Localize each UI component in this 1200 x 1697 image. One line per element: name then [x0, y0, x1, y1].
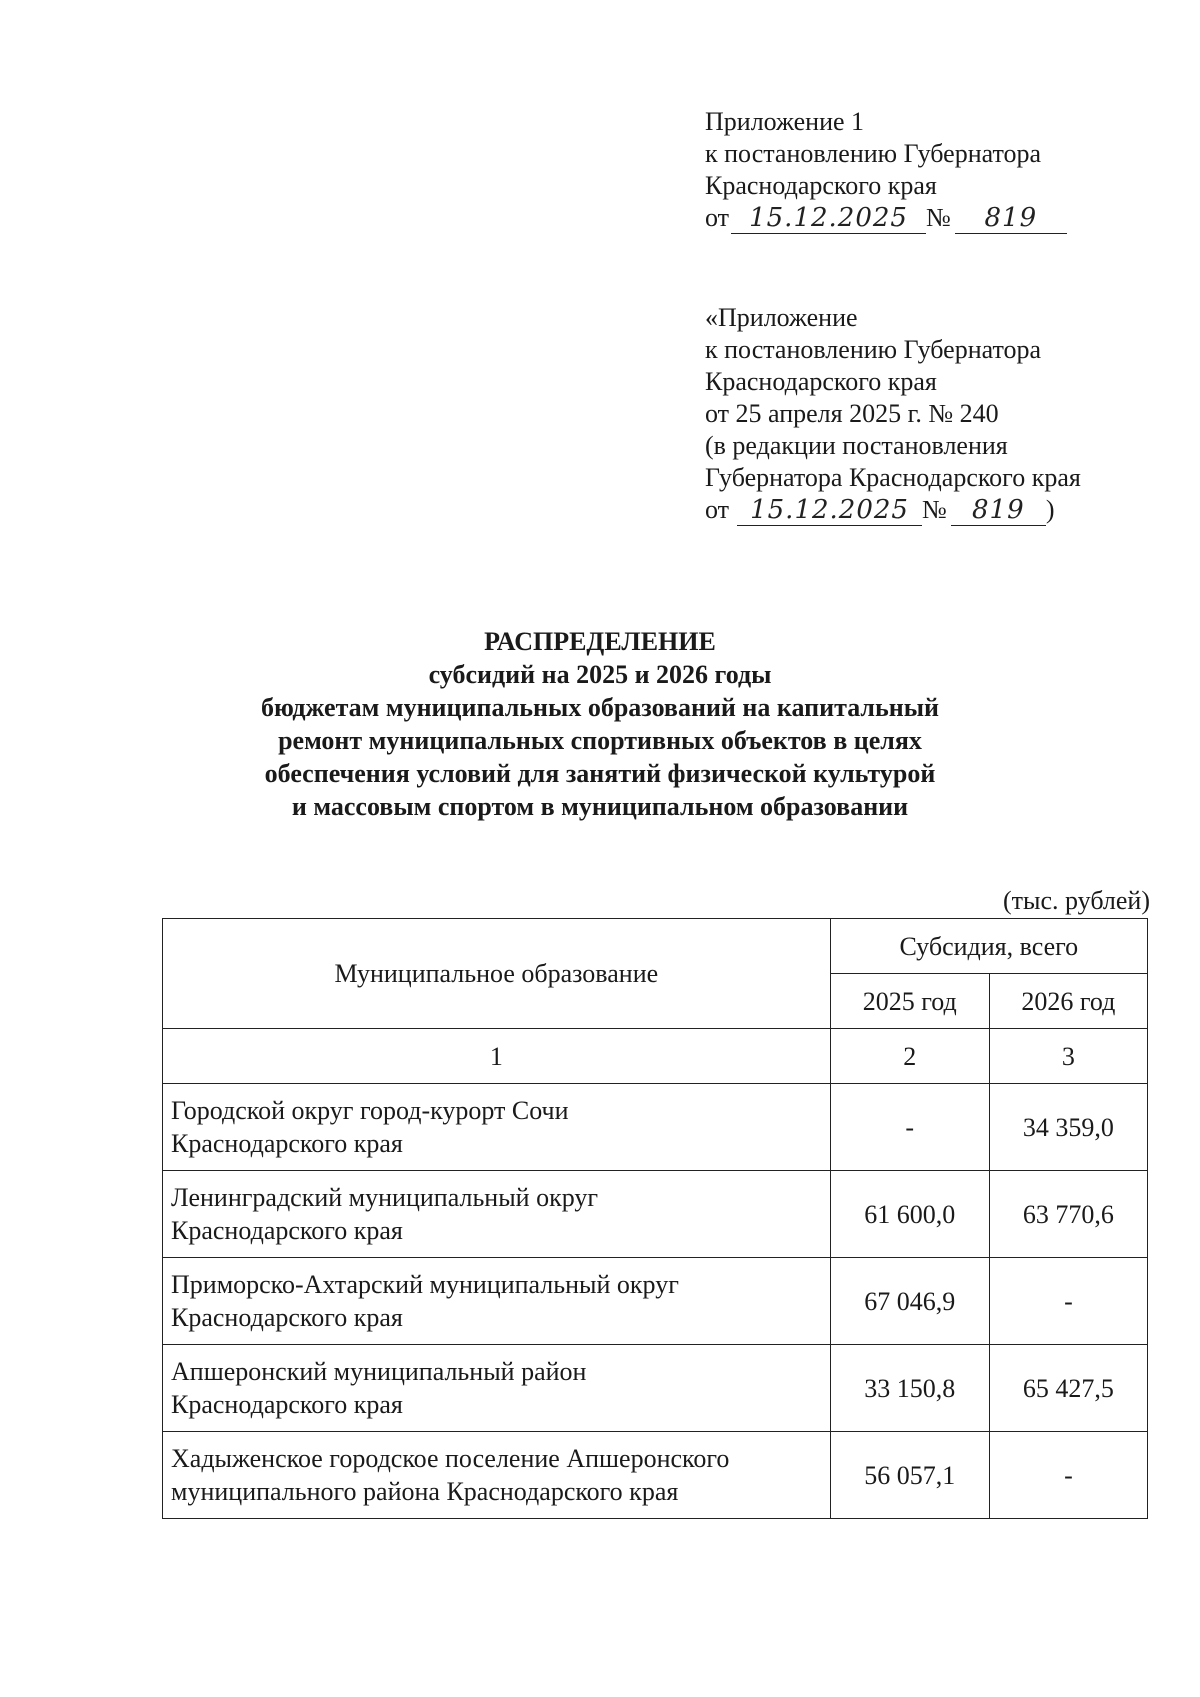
- header-municipality: Муниципальное образование: [163, 919, 831, 1029]
- name-line: Ленинградский муниципальный округ: [171, 1183, 599, 1212]
- column-number: 2: [830, 1029, 989, 1084]
- municipality-name: [163, 1171, 831, 1258]
- value-2025: 33 150,8: [830, 1345, 989, 1432]
- title-line-1: РАСПРЕДЕЛЕНИЕ: [484, 627, 716, 656]
- name-line: Краснодарского края: [171, 1216, 403, 1245]
- table-row: [163, 1258, 1148, 1345]
- table-row: [163, 1345, 1148, 1432]
- table-row: [163, 1171, 1148, 1258]
- handwritten-date: 15.12.2025: [731, 203, 926, 234]
- name-line: муниципального района Краснодарского края: [171, 1477, 679, 1506]
- appendix-1-line2: к постановлению Губернатора: [705, 139, 1042, 168]
- date-prefix: от: [705, 203, 730, 232]
- value-2026: 65 427,5: [989, 1345, 1147, 1432]
- municipality-name: [163, 1345, 831, 1432]
- appendix-2-title: «Приложение: [705, 303, 858, 332]
- appendix-2-line6: Губернатора Краснодарского края: [705, 463, 1081, 492]
- appendix-2-line5: (в редакции постановления: [705, 431, 1008, 460]
- appendix-1-title: Приложение 1: [705, 107, 865, 136]
- name-line: Апшеронский муниципальный район: [171, 1357, 587, 1386]
- value-2025: -: [830, 1084, 989, 1171]
- appendix-1-block: [705, 106, 1067, 234]
- header-subsidy-total: Субсидия, всего: [830, 919, 1147, 974]
- name-line: Хадыженское городское поселение Апшеронского: [171, 1444, 730, 1473]
- document-title: [150, 625, 1050, 823]
- value-2025: 67 046,9: [830, 1258, 989, 1345]
- appendix-2-line2: к постановлению Губернатора: [705, 335, 1042, 364]
- appendix-2-block: [705, 302, 1081, 526]
- header-2026: 2026 год: [989, 974, 1147, 1029]
- closing-paren: ): [1045, 495, 1055, 524]
- distribution-table: [162, 918, 1148, 1519]
- value-2025: 61 600,0: [830, 1171, 989, 1258]
- municipality-name: [163, 1432, 831, 1519]
- value-2026: -: [989, 1258, 1147, 1345]
- title-line-2: субсидий на 2025 и 2026 годы: [428, 660, 772, 689]
- title-line-6: и массовым спортом в муниципальном образовании: [291, 792, 909, 821]
- handwritten-date: 15.12.2025: [737, 495, 922, 526]
- title-line-5: обеспечения условий для занятий физической культурой: [264, 759, 936, 788]
- date-prefix: от: [705, 495, 730, 524]
- column-number-row: [163, 1029, 1148, 1084]
- appendix-2-line3: Краснодарского края: [705, 367, 937, 396]
- number-prefix: №: [922, 495, 947, 524]
- appendix-1-line3: Краснодарского края: [705, 171, 937, 200]
- column-number: 1: [163, 1029, 831, 1084]
- municipality-name: [163, 1084, 831, 1171]
- value-2026: 34 359,0: [989, 1084, 1147, 1171]
- header-2025: 2025 год: [830, 974, 989, 1029]
- title-line-4: ремонт муниципальных спортивных объектов в целях: [278, 726, 922, 755]
- name-line: Приморско-Ахтарский муниципальный округ: [171, 1270, 679, 1299]
- name-line: Краснодарского края: [171, 1303, 403, 1332]
- handwritten-number: 819: [955, 203, 1067, 234]
- appendix-2-line4: от 25 апреля 2025 г. № 240: [705, 399, 999, 428]
- appendix-2-date-line: [705, 494, 1081, 526]
- appendix-1-date-line: [705, 202, 1067, 234]
- title-line-3: бюджетам муниципальных образований на капитальный: [260, 693, 940, 722]
- value-2026: 63 770,6: [989, 1171, 1147, 1258]
- units-label: (тыс. рублей): [1002, 886, 1150, 915]
- table-row: [163, 1084, 1148, 1171]
- handwritten-number: 819: [951, 495, 1046, 526]
- table-row: [163, 1432, 1148, 1519]
- name-line: Краснодарского края: [171, 1390, 403, 1419]
- name-line: Городской округ город-курорт Сочи: [171, 1096, 569, 1125]
- municipality-name: [163, 1258, 831, 1345]
- value-2025: 56 057,1: [830, 1432, 989, 1519]
- number-prefix: №: [926, 203, 951, 232]
- value-2026: -: [989, 1432, 1147, 1519]
- name-line: Краснодарского края: [171, 1129, 403, 1158]
- column-number: 3: [989, 1029, 1147, 1084]
